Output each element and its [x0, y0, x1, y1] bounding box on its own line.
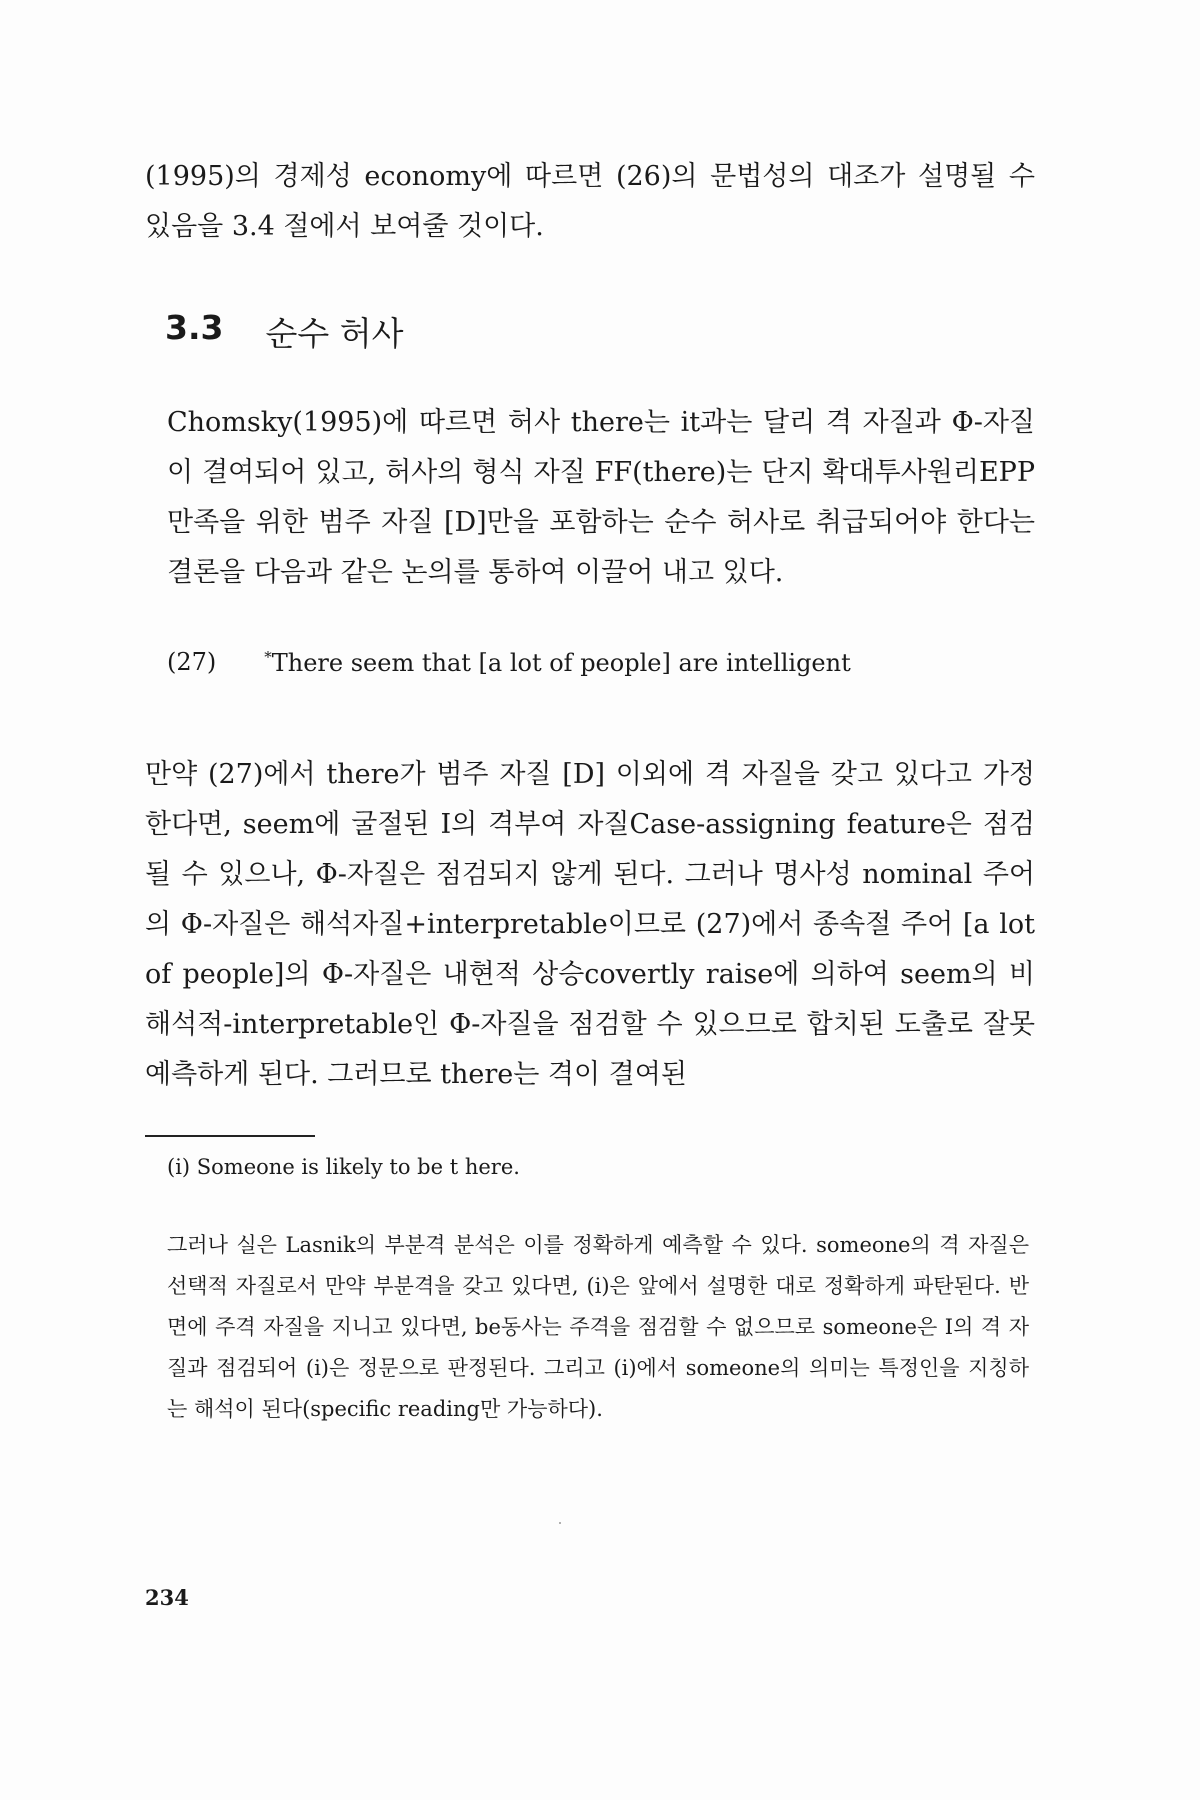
ungrammatical-star: *: [264, 648, 272, 666]
page-number: 234: [145, 1585, 189, 1610]
footnote-example: (i) Someone is likely to be t here.: [167, 1155, 520, 1179]
example-sentence-wrap: [264, 648, 850, 677]
scan-speck: [559, 1522, 561, 1524]
example-sentence: There seem that [a lot of people] are intelligent: [271, 649, 851, 677]
book-page: [145, 0, 1035, 1800]
example-27: [167, 648, 851, 677]
paragraph-continued: (1995)의 경제성 economy에 따르면 (26)의 문법성의 대조가 설명될 수 있음을 3.4 절에서 보여줄 것이다.: [145, 161, 1035, 242]
section-title: 순수 허사: [265, 314, 404, 353]
footnote-body: 그러나 실은 Lasnik의 부분격 분석은 이를 정확하게 예측할 수 있다. someone의 격 자질은 선택적 자질로서 만약 부분격을 갖고 있다면, (i)은 앞에서 설명한 대로 정확하게 파탄된다. 반면에 주격 자질을 지니고 있다면, be동사는 주격을 점검할 수 없으므로 someone은 I의 격 자질과 점검되어 (i)은 정문으로 판정된다. 그리고 (i)에서 someone의 의미는 특정인을 지칭하는 해석이 된다(specific reading만 가능하다).: [167, 1233, 1029, 1421]
section-number: 3.3: [165, 308, 224, 347]
paragraph-chomsky: Chomsky(1995)에 따르면 허사 there는 it과는 달리 격 자질과 Φ-자질이 결여되어 있고, 허사의 형식 자질 FF(there)는 단지 확대투사원리EPP 만족을 위한 범주 자질 [D]만을 포함하는 순수 허사로 취급되어야 한다는 결론을 다음과 같은 논의를 통하여 이끌어 내고 있다.: [167, 407, 1035, 588]
section-heading: [165, 308, 403, 355]
example-number: (27): [167, 648, 217, 676]
footnote-divider: [145, 1135, 315, 1137]
paragraph-analysis: 만약 (27)에서 there가 범주 자질 [D] 이외에 격 자질을 갖고 있다고 가정한다면, seem에 굴절된 I의 격부여 자질Case-assigning feature은 점검될 수 있으나, Φ-자질은 점검되지 않게 된다. 그러나 명사성 nominal 주어의 Φ-자질은 해석자질+interpretable이므로 (27)에서 종속절 주어 [a lot of people]의 Φ-자질은 내현적 상승covertly raise에 의하여 seem의 비해석적-interpretable인 Φ-자질을 점검할 수 있으므로 합치된 도출로 잘못 예측하게 된다. 그러므로 there는 격이 결여된: [145, 759, 1035, 1090]
